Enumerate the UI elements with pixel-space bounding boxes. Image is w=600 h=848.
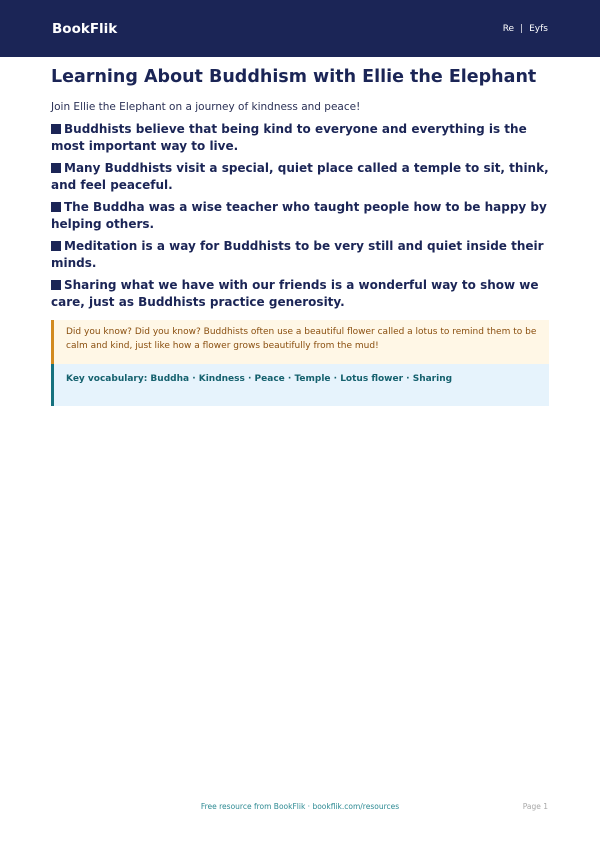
breadcrumb-item-eyfs[interactable]: Eyfs [529, 23, 548, 34]
key-vocabulary-text: Key vocabulary: Buddha · Kindness · Peace · Temple · Lotus flower · Sharing [66, 374, 453, 384]
breadcrumb [503, 24, 548, 34]
fact-text: The Buddha was a wise teacher who taught people how to be happy by helping others. [51, 200, 547, 231]
fact-item [51, 199, 549, 233]
fact-text: Many Buddhists visit a special, quiet place called a temple to sit, think, and feel peaceful. [51, 161, 549, 192]
square-bullet-icon [51, 280, 61, 290]
key-vocabulary-box [51, 364, 549, 406]
intro-text: Join Ellie the Elephant on a journey of kindness and peace! [51, 101, 361, 113]
did-you-know-text: Did you know? Did you know? Buddhists often use a beautiful flower called a lotus to remind them to be calm and kind, just like how a flower grows beautifully from the mud! [66, 327, 537, 351]
main-content [51, 66, 549, 406]
footer-credit-link[interactable]: Free resource from BookFlik · bookflik.com/resources [200, 802, 400, 811]
page-number: Page 1 [522, 802, 548, 811]
fact-item [51, 160, 549, 194]
brand-logo[interactable]: BookFlik [52, 20, 118, 37]
fact-list [51, 121, 549, 311]
square-bullet-icon [51, 163, 61, 173]
fact-item [51, 121, 549, 155]
page-title: Learning About Buddhism with Ellie the Elephant [51, 67, 537, 87]
page-footer [0, 802, 600, 814]
fact-text: Buddhists believe that being kind to everyone and everything is the most important way to live. [51, 122, 527, 153]
fact-item [51, 277, 549, 311]
top-bar [0, 0, 600, 57]
square-bullet-icon [51, 241, 61, 251]
breadcrumb-separator: | [520, 23, 524, 34]
fact-text: Sharing what we have with our friends is a wonderful way to show we care, just as Buddhists practice generosity. [51, 278, 539, 309]
square-bullet-icon [51, 124, 61, 134]
did-you-know-callout [51, 320, 549, 364]
fact-text: Meditation is a way for Buddhists to be very still and quiet inside their minds. [51, 239, 544, 270]
square-bullet-icon [51, 202, 61, 212]
fact-item [51, 238, 549, 272]
breadcrumb-item-re[interactable]: Re [502, 23, 515, 34]
